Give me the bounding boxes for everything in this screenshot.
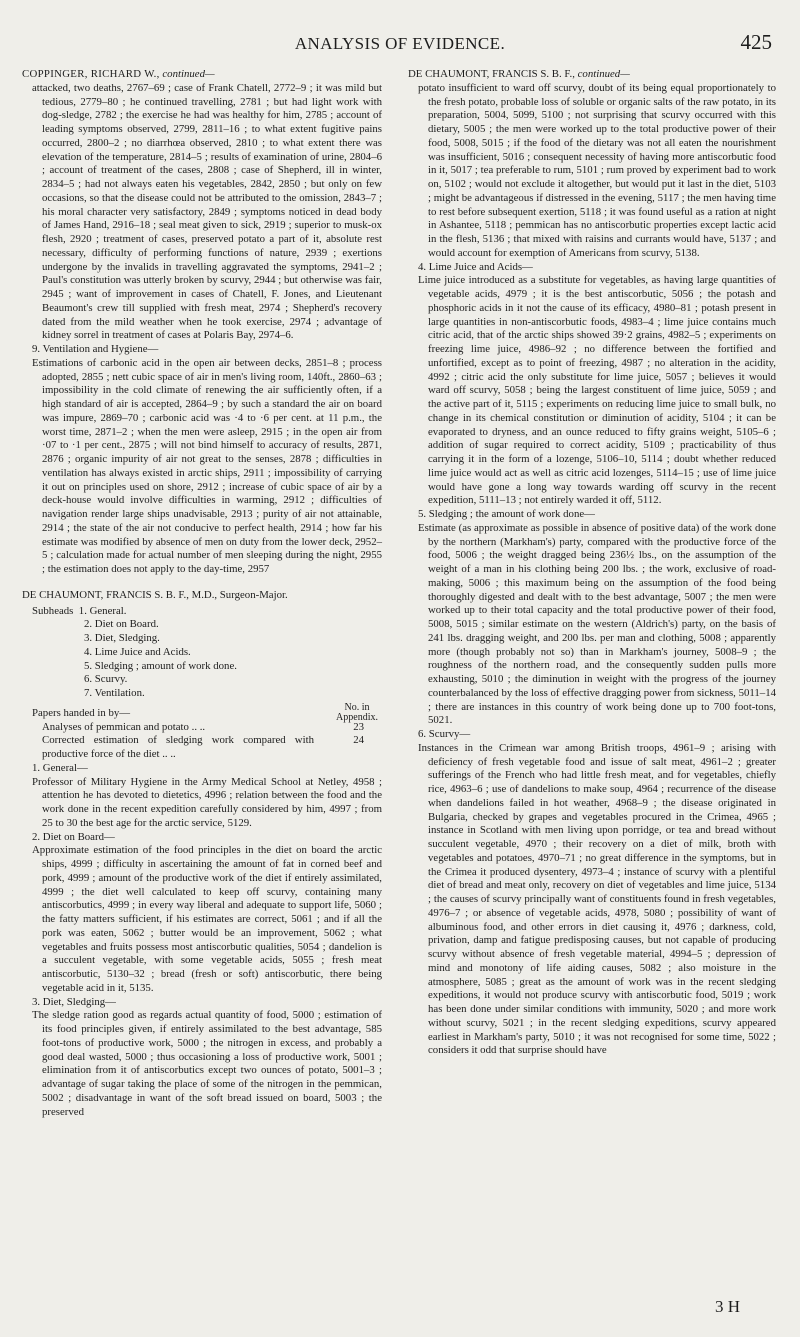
entry-dechaumont-continued xyxy=(408,68,776,82)
section-text: Estimations of carbonic acid in the open air between decks, 2851–8 ; process adopted, 2855 ; nett cubic space of air in men's living room, 140ft., 2860–63 ; impossibility in the cold climate of renewing the air sufficiently often, if a high standard of air is accepted, 2864–9 ; by such a standard the air on board was impure, 2869–70 ; carbonic acid was ·4 to ·6 per cent. at 11 p.m., the worst time, 2871–2 ; when the men were asleep, 2915 ; in the open air from ·07 to ·1 per cent., 2875 ; will not bind himself to accuracy of results, 2871, 2876 ; organic impurity of air not great to the senses, 2878 ; difficulties in ventilation has always existed in arctic ships, 2911 ; impossibility of carrying it out on principles used on shore, 2912 ; increase of cubic space of air by a deck-house would involve difficulties in warming, 2912 ; difficulties of navigation render large ships unadvisable, 2913 ; purity of air not attainable, 2914 ; the state of the air not conducive to perfect health, 2914 ; how far his estimate was modified by absence of men on duty from the lower deck, 2952–5 ; calculation made for actual number of men sleeping during the night, 2955 ; the estimation does not apply to the day-time, 2957 xyxy=(32,356,382,575)
right-column xyxy=(408,68,776,1058)
subhead-item: 3. Diet, Sledging. xyxy=(84,632,160,644)
section-text: The sledge ration good as regards actual quantity of food, 5000 ; estimation of its food principles given, if entirely assimilated to the best advantage, 585 foot-tons of productive work, 5000 ; the nitrogen in excess, and probably a good deal wasted, 5000 ; thus occasioning a loss of productive work, 5001 ; elimination from it of antiscorbutics except two ounces of potato, 5001–3 ; advantage of sugar taking the place of some of the nitrogen in the pemmican, 5002 ; disadvantage in want of the soft bread issued on board, 5003 ; the preserved xyxy=(32,1009,382,1118)
left-column xyxy=(22,68,382,1119)
section-title: 9. Ventilation and Hygiene— xyxy=(32,343,159,355)
papers-handed-in xyxy=(32,701,382,762)
running-title: ANALYSIS OF EVIDENCE. xyxy=(294,34,506,53)
section-text: Approximate estimation of the food principles in the diet on board the arctic ships, 4999 ; difficulty in ascertaining the amount of fat in corned beef and pork, 4999 ; amount of the productive work of the diet if entirely assimilated, 4999 ; the diet well calculated to keep off scurvy, containing many antiscorbutics, 4999 ; in every way liberal and adequate to support life, 5060 ; the fatty matters sufficient, if his estimates are correct, 5061 ; and if all the pork was eaten, 5062 ; butter would be an improvement, 5062 ; what vegetables and fruits possess most antiscorbutic qualities, 5054 ; dandelion is a succulent vegetable, with some vegetable acids, 5055 ; fresh meat antiscorbutic, 5130–32 ; bread (fresh or soft) antiscorbutic, there being vegetable acid in it, 5135. xyxy=(32,844,382,994)
paper-row xyxy=(42,734,382,762)
entry-text: attacked, two deaths, 2767–69 ; case of Frank Chatell, 2772–9 ; it was mild but tedious, 2779–80 ; he continued travelling, 2781 ; but had light work with dog-sledge, 2782 ; the exercise he had was healthy for him, 2785 ; account of leading symptoms observed, 2799, 2811–16 ; to what extent fugitive pains occurred, 2800–2 ; no diarrhœa observed, 2810 ; to what extent there was elevation of the temperature, 2814–5 ; results of examination of urine, 2804–6 ; account of treatment of the cases, 2808 ; case of Shepherd, ill in winter, 2834–5 ; had not always eaten his vegetables, 2842, 2850 ; but only on few occasions, so that the disease could not be attributed to the omission, 2843–7 ; his moral character very satisfactory, 2849 ; symptoms noticed in dead body of James Hand, 2916–18 ; seal meat given to sick, 2919 ; superior to musk-ox flesh, 2920 ; treatment of cases, preserved potato a part of it, absolute rest necessary, difficulty of performing functions of nature, 2939 ; exertions undergone by the invalids in travelling aggravated the symptoms, 2941–2 ; Paul's constitution was utterly broken by scurvy, 2944 ; but otherwise was fair, 2945 ; want of improvement in cases of Chatell, F. Jones, and Lieutenant Beaumont's crew till supplied with fresh meat, 2974 ; Shepherd's recovery dated from the mild weather when he took exercise, 2974 ; advantage of kidney sorrel in treatment of cases at Polaris Bay, 2974–6. xyxy=(32,81,382,342)
paper-number: 23 xyxy=(353,720,364,733)
entry-text: potato insufficient to ward off scurvy, doubt of its being equal proportionately to the fresh potato, probable loss of soluble or organic salts of the raw potato, in its preparation, 5004, 5099, 5100 ; not surprising that scurvy occurred with this dietary, 5005 ; the men were worked up to the total productive power of their food, 5008, 5015 ; if the food of the dietary was not all eaten the nourishment was insufficient, 5016 ; consequent necessity of having more antiscorbutic food in it, 5017 ; tea preferable to rum, 5101 ; rum proved by experiment bad to work on, 5102 ; would not exclude it altogether, but would put it last in the diet, 5103 ; might be advantageous if distressed in the evening, 5117 ; the men having time to rest before subsequent exertion, 5118 ; it was found useful as a ration at night in Ashantee, 5118 ; pemmican has no antiscorbutic properties except lactic acid in the flesh, 5136 ; that mixed with raisins and currants would have, 5137 ; and would account for exemption of Americans from scurvy, 5138. xyxy=(418,81,776,259)
section-text: Professor of Military Hygiene in the Army Medical School at Netley, 4958 ; attention he has devoted to dietetics, 4996 ; relation between the food and the work done in the recent expedition carefully considered by him, 4997 ; from 25 to 30 the best age for the arctic service, 5129. xyxy=(32,775,382,829)
subhead-item: Subheads 1. General. xyxy=(32,604,127,617)
section-title: 1. General— xyxy=(32,761,88,774)
section-title: 5. Sledging ; the amount of work done— xyxy=(418,508,595,520)
entry-coppinger xyxy=(22,68,382,82)
continued-label: continued— xyxy=(577,68,630,80)
papers-label: Papers handed in by— xyxy=(32,706,131,719)
entry-name: COPPINGER, RICHARD W., xyxy=(22,68,160,80)
subhead-item: 2. Diet on Board. xyxy=(84,618,159,631)
signature-mark: 3 H xyxy=(714,1297,740,1316)
section-text: Lime juice introduced as a substitute for vegetables, as having large quantities of vegetable acids, 4979 ; it is the best antiscorbutic, 5056 ; the potash and phosphoric acids in it not the cause of its efficacy, 4980–81 ; potash present in large quantities in non-antiscorbutic foods, 4983–4 ; lime juice contains much citric acid, that of the arctic ships showed 39·2 grains, 4982–5 ; experiments on freezing lime juice, 4986–92 ; no difference between the fortified and unfortified, except as to point of freezing, 4987 ; no alteration in the acidity, 4992 ; citric acid the only substitute for lime juice, 5057 ; believes it would ward off scurvy, 5058 ; being the largest constituent of lime juice, 5059 ; and the active part of it, 5115 ; experiments on reducing lime juice to small bulk, no change in its chemical constitution or diminution of acidity, 5104 ; it can be evaporated to dryness, and an ounce reduced to fifty grains weight, 5105–6 ; addition of sugar required to correct acidity, 5109 ; practicability of thus carrying it in the form of a lozenge, 5106–10, 5114 ; doubt whether reduced lime juice would act as well as citric acid lozenges, 5114–15 ; use of lime juice would have gone a long way towards warding off scurvy in the recent expedition, 5111–13 ; not entirely warded it off, 5112. xyxy=(418,274,776,507)
section-title: 6. Scurvy— xyxy=(418,728,471,740)
entry-dechaumont: DE CHAUMONT, FRANCIS S. B. F., M.D., Surgeon-Major. xyxy=(22,588,288,601)
section-title: 2. Diet on Board— xyxy=(32,830,115,843)
page-header xyxy=(0,30,800,60)
subheads-list xyxy=(32,605,382,701)
paper-title: Analyses of pemmican and potato .. .. xyxy=(42,720,206,733)
entry-name: DE CHAUMONT, FRANCIS S. B. F., xyxy=(408,68,575,80)
paper-row xyxy=(42,721,382,735)
subhead-item: 6. Scurvy. xyxy=(84,673,128,686)
subheads-label: Subheads xyxy=(32,604,74,617)
page-number: 425 xyxy=(740,30,772,54)
subhead-item: 7. Ventilation. xyxy=(84,687,145,699)
appendix-heading: No. in Appendix. xyxy=(336,701,378,723)
paper-number: 24 xyxy=(353,734,364,747)
subhead-item: 5. Sledging ; amount of work done. xyxy=(84,659,237,672)
section-text: Estimate (as approximate as possible in absence of positive data) of the work done by the northern (Markham's) party, compared with the productive force of the food, 5006 ; the weight dragged being 236½ lbs., on the assumption of the weight of a man in his clothing being 200 lbs. ; the work, exclusive of road-making, 5006 ; this maximum being on the assumption of the food being thoroughly digested and dealt with to the best advantage, 5007 ; the men were worked up to their total capacity and the total productive power of their food, 5008, 5015 ; similar estimate on the western (Aldrich's) party, on the basis of 241 lbs. dragging weight, and 200 lbs. per man and clothing, 5008 ; apparently more (though probably not so) than in Markham's journey, 5008–9 ; the roughness of the northern road, and the consequently sudden pulls more exhausting, 5010 ; the diminution in weight with the progress of the journey counterbalanced by the loss of effective dragging power from sickness, 5011–14 ; there are instances in this country of work being done up to 700 foot-tons, 5021. xyxy=(418,521,776,727)
section-title: 4. Lime Juice and Acids— xyxy=(418,260,533,273)
paper-title: Corrected estimation of sledging work compared with productive force of the diet .. .. xyxy=(42,734,314,760)
section-text: Instances in the Crimean war among British troops, 4961–9 ; arising with deficiency of fresh vegetable food and issue of salt meat, 4961–2 ; greater sufferings of the French who had little fresh meat, and for vegetables, chiefly rice, 4963–6 ; use of dandelions to make soup, 4964 ; recurrence of the disease when dandelions failed in hot weather, 4968–9 ; the disease originated in Bulgaria, checked by grapes and vegetables procured in the Crimea, 4965 ; instance in Scotland with men living upon porridge, or tea and bread without succulent vegetable, 4970 ; their recovery on a diet of milk, broth with vegetables and potatoes, 4970–71 ; no great difference in the symptoms, but in the Crimea it produced dysentery, 4973–4 ; instance of scurvy with a plentiful diet of bread and meat only, recovery on diet of vegetables and lime juice, 5134 ; the causes of scurvy principally want of constituents found in fresh vegetables, 4976–7 ; or absence of vegetable acids, 4978, 5080 ; possibility of want of albuminous food, and other errors in diet causing it, 4976 ; darkness, cold, privation, damp and fatigue predisposing causes, but not capable of producing scurvy without absence of fresh vegetable material, 4994–5 ; depression of mind and monotony of life aiding causes, 5082 ; also moisture in the atmosphere, 5085 ; great as the amount of work was in the recent sledging expeditions, it would not produce scurvy with antiscorbutic food, 5019 ; work has been done under similar conditions with immunity, 5020 ; and more work without scurvy, 5021 ; in the recent sledging expeditions, scurvy appeared earliest in Markham's party, 5010 ; it was not recognised for some time, 5022 ; considers it odd that surprise should have xyxy=(418,741,776,1057)
continued-label: continued— xyxy=(162,68,215,80)
subhead-item: 4. Lime Juice and Acids. xyxy=(84,645,191,658)
section-title: 3. Diet, Sledging— xyxy=(32,995,116,1008)
